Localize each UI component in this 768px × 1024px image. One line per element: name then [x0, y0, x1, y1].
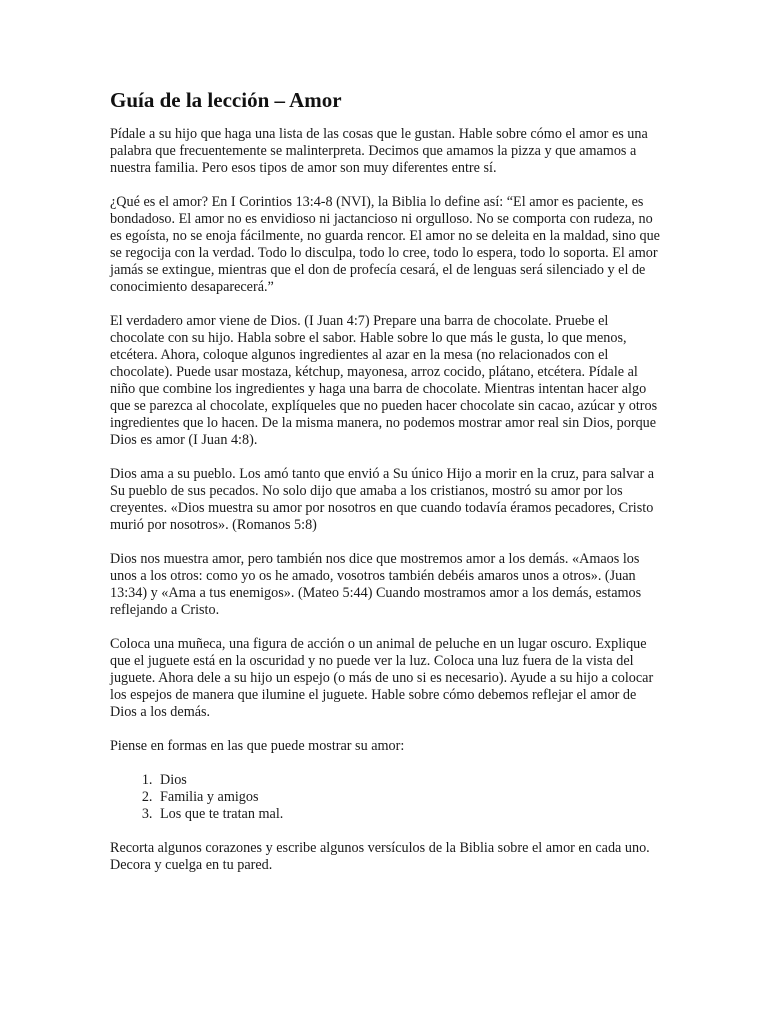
- paragraph-chocolate-activity: El verdadero amor viene de Dios. (I Juan 4:7) Prepare una barra de chocolate. Pruebe el chocolate con su hijo. Habla sobre el sabor. Hable sobre lo que más le gusta, lo que menos, etcétera. Ahora, coloque algunos ingredientes al azar en la mesa (no relacionados con el chocolate). Puede usar mostaza, kétchup, mayonesa, arroz cocido, plátano, etcétera. Pídale al niño que combine los ingredientes y haga una barra de chocolate. Mientras intentan hacer algo que se parezca al chocolate, explíqueles que no pueden hacer chocolate sin cacao, azúcar y otros ingredientes que lo hacen. De la misma manera, no podemos mostrar amor real sin Dios, porque Dios es amor (I Juan 4:8).: [110, 313, 658, 448]
- paragraph-list-intro: Piense en formas en las que puede mostrar su amor:: [110, 738, 405, 754]
- numbered-list: [110, 772, 662, 823]
- page-title: Guía de la lección – Amor: [110, 88, 342, 112]
- document-page: [110, 87, 662, 891]
- list-item: 1. Dios: [156, 772, 662, 789]
- paragraph-god-loves: Dios ama a su pueblo. Los amó tanto que envió a Su único Hijo a morir en la cruz, para salvar a Su pueblo de sus pecados. No solo dijo que amaba a los cristianos, mostró su amor por los creyentes. «Dios muestra su amor por nosotros en que cuando todavía éramos pecadores, Cristo murió por nosotros». (Romanos 5:8): [110, 466, 655, 533]
- paragraph-love-others: Dios nos muestra amor, pero también nos dice que mostremos amor a los demás. «Amaos los unos a los otros: como yo os he amado, vosotros también debéis amaros unos a otros». (Juan 13:34) y «Ama a tus enemigos». (Mateo 5:44) Cuando mostramos amor a los demás, estamos reflejando a Cristo.: [110, 551, 642, 618]
- paragraph-intro: Pídale a su hijo que haga una lista de las cosas que le gustan. Hable sobre cómo el amor es una palabra que frecuentemente se malinterpreta. Decimos que amamos la pizza y que amamos a nuestra familia. Pero esos tipos de amor son muy diferentes entre sí.: [110, 126, 648, 176]
- paragraph-closing: Recorta algunos corazones y escribe algunos versículos de la Biblia sobre el amor en cada uno. Decora y cuelga en tu pared.: [110, 840, 650, 873]
- paragraph-definition: ¿Qué es el amor? En I Corintios 13:4-8 (NVI), la Biblia lo define así: “El amor es paciente, es bondadoso. El amor no es envidioso ni jactancioso ni orgulloso. No se comporta con rudeza, no es egoísta, no se enoja fácilmente, no guarda rencor. El amor no se deleita en la maldad, sino que se regocija con la verdad. Todo lo disculpa, todo lo cree, todo lo espera, todo lo soporta. El amor jamás se extingue, mientras que el don de profecía cesará, el de lenguas será silenciado y el de conocimiento desaparecerá.”: [110, 194, 660, 295]
- paragraph-mirror-activity: Coloca una muñeca, una figura de acción o un animal de peluche en un lugar oscuro. Explique que el juguete está en la oscuridad y no puede ver la luz. Coloca una luz fuera de la vista del juguete. Ahora dele a su hijo un espejo (o más de uno si es necesario). Ayude a su hijo a colocar los espejos de manera que ilumine el juguete. Hable sobre cómo debemos reflejar el amor de Dios a los demás.: [110, 636, 654, 720]
- list-item: 3. Los que te tratan mal.: [156, 806, 662, 823]
- list-item: 2. Familia y amigos: [156, 789, 662, 806]
